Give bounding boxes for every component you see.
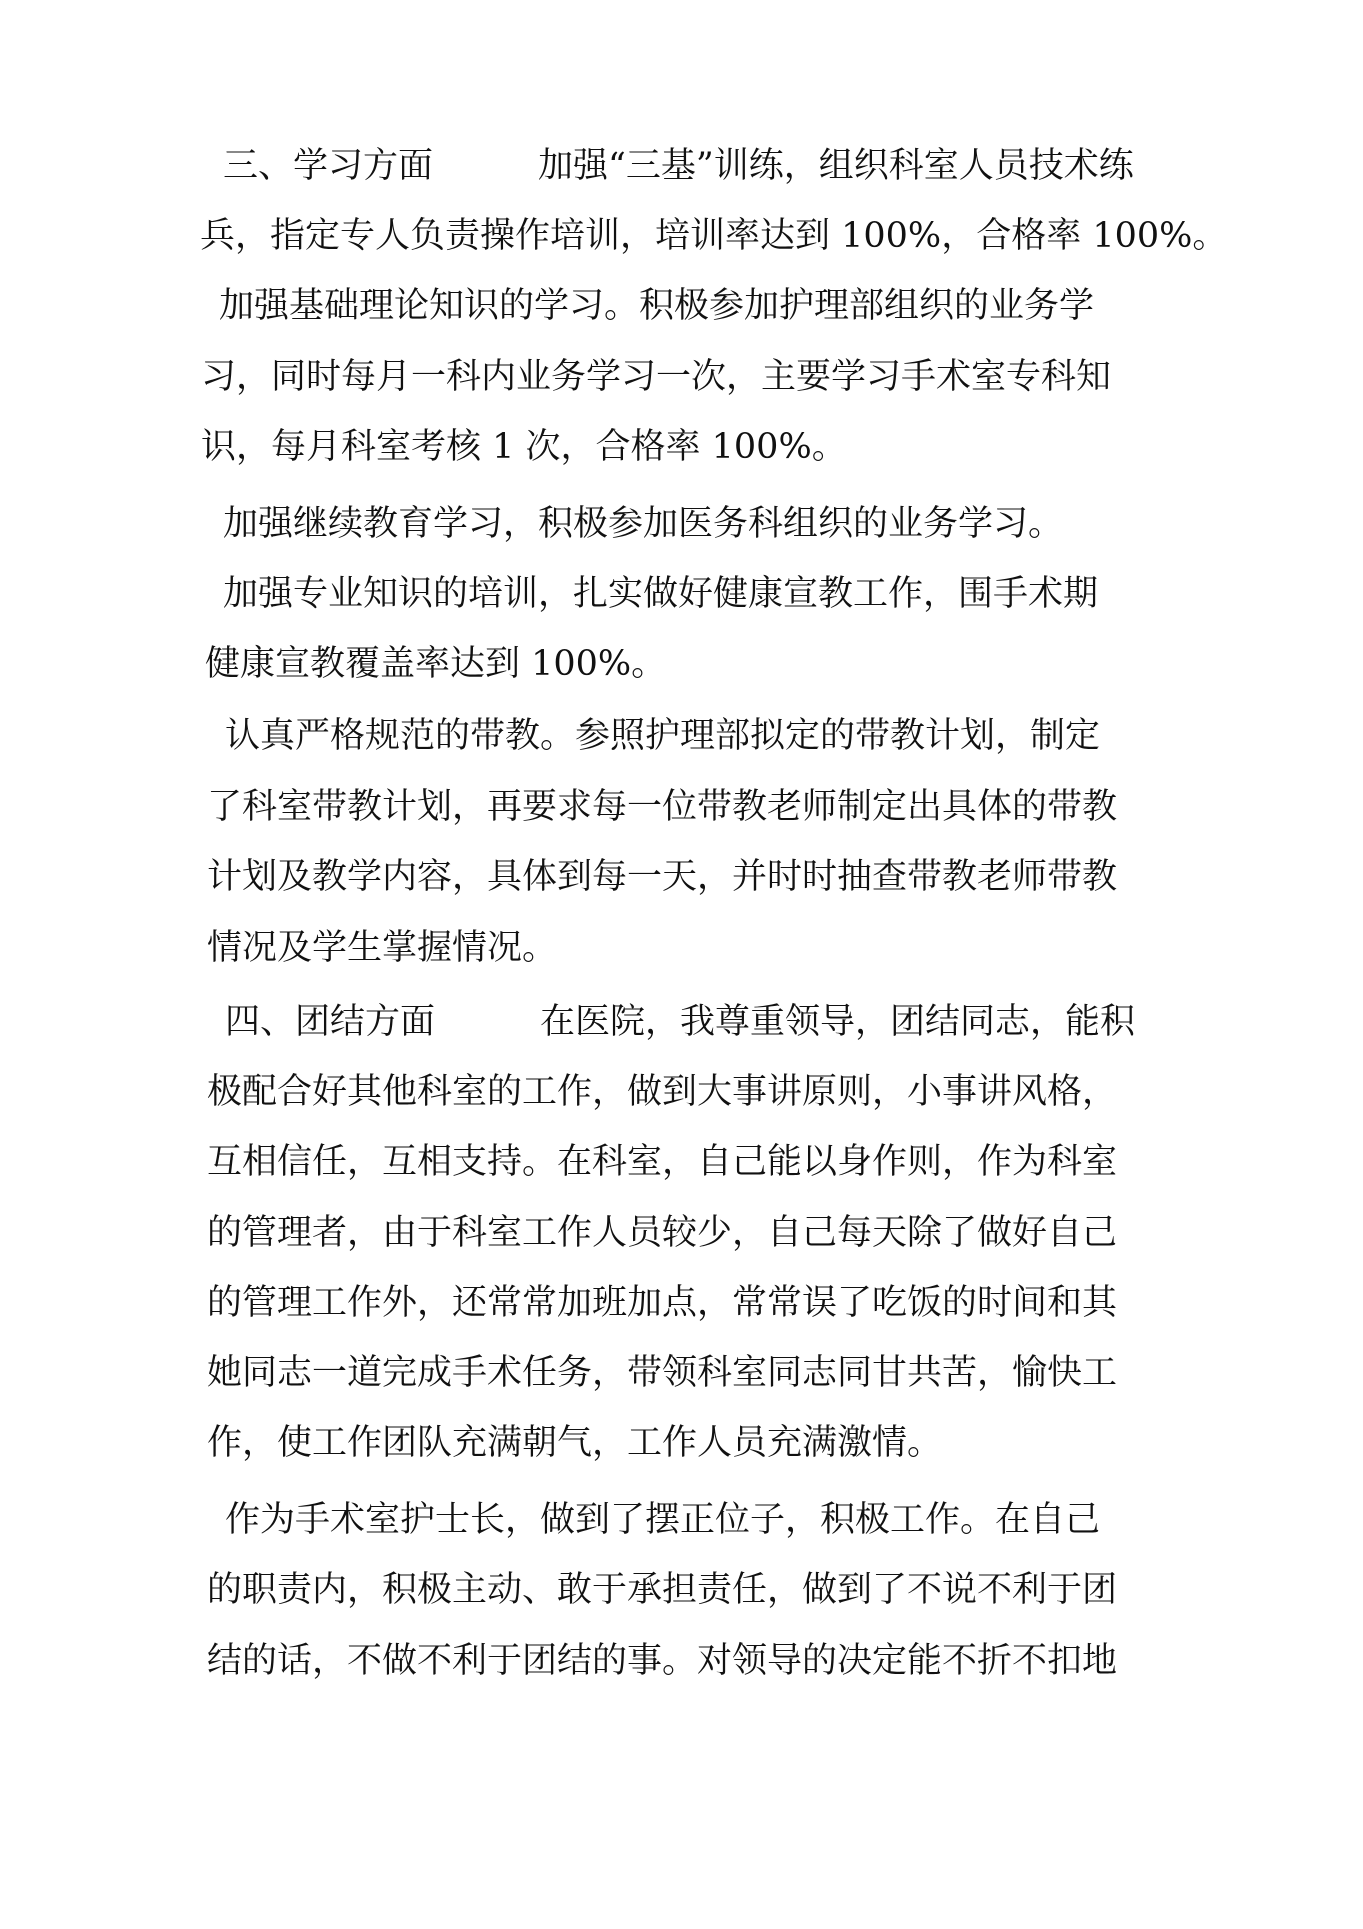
text-line: 健康宣教覆盖率达到 100%。 <box>205 644 667 684</box>
text-line: 认真严格规范的带教。参照护理部拟定的带教计划，制定 <box>225 716 1101 756</box>
text-line: 互相信任，互相支持。在科室，自己能以身作则，作为科室 <box>207 1142 1118 1182</box>
text-line: 四、团结方面 在医院，我尊重领导，团结同志，能积 <box>225 1002 1136 1042</box>
text-line: 她同志一道完成手术任务，带领科室同志同甘共苦，愉快工 <box>207 1353 1118 1393</box>
text-line: 加强继续教育学习，积极参加医务科组织的业务学习。 <box>223 504 1064 544</box>
text-line: 三、学习方面 加强“三基”训练，组织科室人员技术练 <box>223 146 1134 186</box>
text-line: 情况及学生掌握情况。 <box>207 928 558 968</box>
text-line: 兵，指定专人负责操作培训，培训率达到 100%，合格率 100%。 <box>200 216 1228 256</box>
text-line: 作为手术室护士长，做到了摆正位子，积极工作。在自己 <box>225 1500 1101 1540</box>
text-line: 作，使工作团队充满朝气，工作人员充满激情。 <box>207 1423 943 1463</box>
text-line: 计划及教学内容，具体到每一天，并时时抽查带教老师带教 <box>207 857 1118 897</box>
text-line: 极配合好其他科室的工作，做到大事讲原则，小事讲风格， <box>207 1072 1118 1112</box>
text-line: 加强基础理论知识的学习。积极参加护理部组织的业务学 <box>219 286 1095 326</box>
text-line: 的管理工作外，还常常加班加点，常常误了吃饭的时间和其 <box>207 1283 1118 1323</box>
text-line: 了科室带教计划，再要求每一位带教老师制定出具体的带教 <box>207 787 1118 827</box>
text-line: 的管理者，由于科室工作人员较少，自己每天除了做好自己 <box>207 1213 1118 1253</box>
text-line: 的职责内，积极主动、敢于承担责任，做到了不说不利于团 <box>207 1570 1118 1610</box>
text-line: 习，同时每月一科内业务学习一次，主要学习手术室专科知 <box>201 357 1112 397</box>
text-line: 识，每月科室考核 1 次，合格率 100%。 <box>201 427 847 467</box>
text-line: 加强专业知识的培训，扎实做好健康宣教工作，围手术期 <box>223 574 1099 614</box>
text-line: 结的话，不做不利于团结的事。对领导的决定能不折不扣地 <box>207 1641 1118 1681</box>
